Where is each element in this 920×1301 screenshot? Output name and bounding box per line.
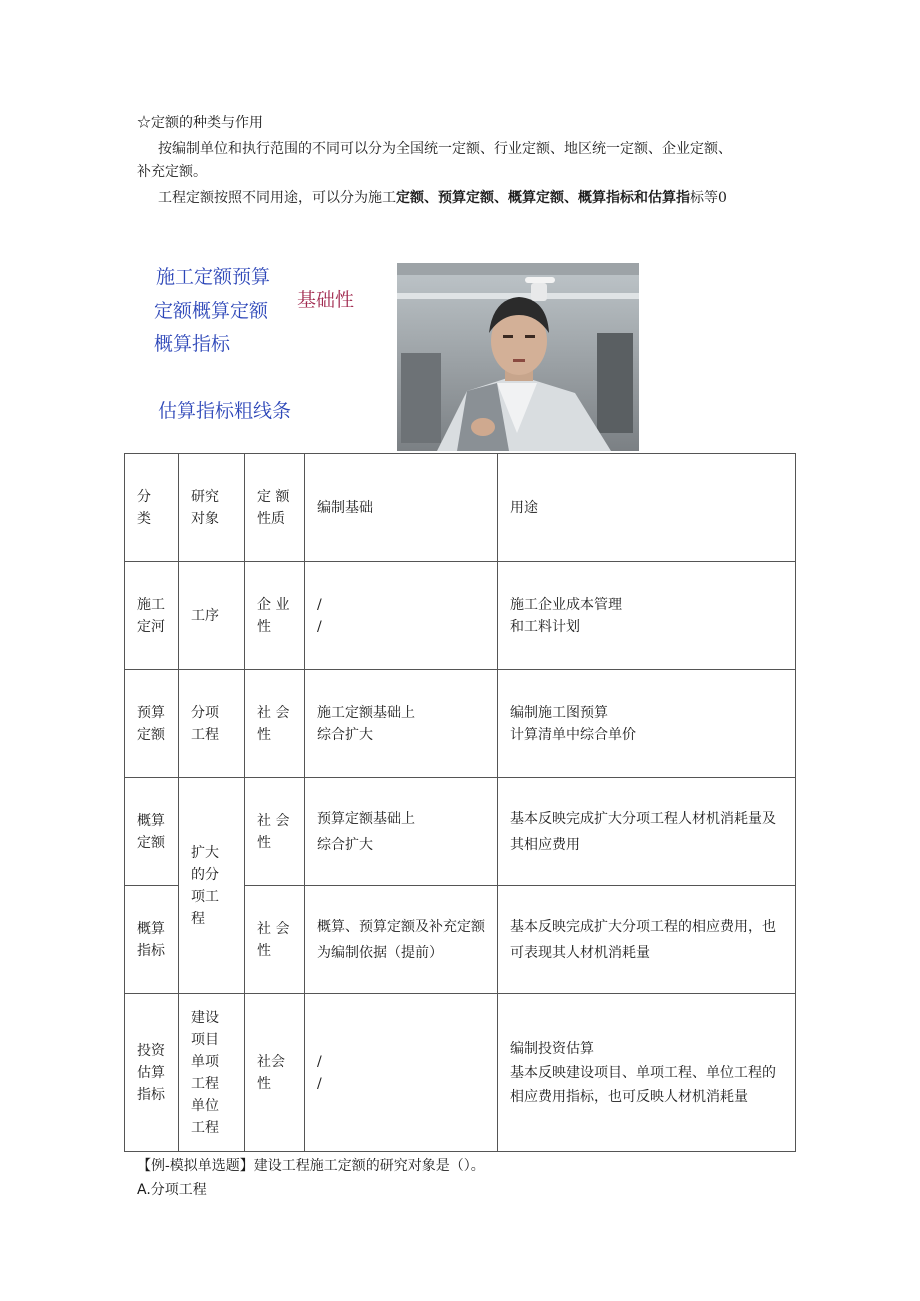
header-object: 研究对象: [179, 454, 245, 562]
cell-nature: 社会性: [245, 994, 305, 1152]
table-row: [125, 778, 796, 886]
question-stem: 【例-模拟单选题】建设工程施工定额的研究对象是（）。: [137, 1158, 485, 1174]
cell-category: 概算指标: [125, 886, 179, 994]
cell-object: 分项工程: [179, 670, 245, 778]
cell-basis: 概算、预算定额及补充定额为编制依据（提前）: [305, 886, 498, 994]
section-heading: ☆定额的种类与作用: [137, 115, 263, 131]
paragraph-1-line-2: 补充定额。: [137, 164, 207, 180]
cell-nature: 社 会 性: [245, 778, 305, 886]
annotation-line-3: 概算指标: [154, 333, 231, 355]
header-category-line-2: 类: [137, 510, 151, 527]
header-basis: 编制基础: [305, 454, 498, 562]
cell-nature: 企 业 性: [245, 562, 305, 670]
header-nature: 定 额 性质: [245, 454, 305, 562]
paragraph-2-prefix: 工程定额按照不同用途，可以分为施工: [158, 190, 396, 206]
header-category-line-1: 分: [137, 488, 151, 505]
cell-nature: 社 会 性: [245, 670, 305, 778]
paragraph-2-suffix: 标等0: [690, 190, 727, 206]
cell-basis: 预算定额基础上 综合扩大: [305, 778, 498, 886]
paragraph-2: [158, 188, 727, 208]
header-category: [125, 454, 179, 562]
cell-basis: / /: [305, 562, 498, 670]
cell-category: 预算定额: [125, 670, 179, 778]
table-row: [125, 994, 796, 1152]
cell-basis: 施工定额基础上 综合扩大: [305, 670, 498, 778]
paragraph-2-bold: 定额、预算定额、概算定额、概算指标和估算指: [396, 190, 690, 206]
cell-nature: 社 会 性: [245, 886, 305, 994]
cell-use: 基本反映完成扩大分项工程的相应费用，也可表现其人材机消耗量: [498, 886, 796, 994]
annotation-tag: 基础性: [297, 289, 355, 311]
quota-table: [124, 453, 796, 1152]
annotation-line-2: 定额概算定额: [154, 300, 269, 322]
video-still-image: [397, 263, 639, 451]
cell-object: 工序: [179, 562, 245, 670]
cell-object-merged: 扩大的分项工程: [179, 778, 245, 994]
table-header-row: [125, 454, 796, 562]
cell-category: 施工定河: [125, 562, 179, 670]
cell-use: 编制投资估算 基本反映建设项目、单项工程、单位工程的相应费用指标，也可反映人材机消耗量: [498, 994, 796, 1152]
cell-category: 投资估算指标: [125, 994, 179, 1152]
table-row: [125, 670, 796, 778]
cell-basis: / /: [305, 994, 498, 1152]
cell-use: 施工企业成本管理 和工料计划: [498, 562, 796, 670]
option-a: A.分项工程: [137, 1182, 207, 1198]
annotation-line-4: 估算指标粗线条: [158, 400, 292, 422]
cell-category: 概算定额: [125, 778, 179, 886]
cell-object: 建设项目单项工程单位工程: [179, 994, 245, 1152]
cell-use: 编制施工图预算 计算清单中综合单价: [498, 670, 796, 778]
cell-use: 基本反映完成扩大分项工程人材机消耗量及其相应费用: [498, 778, 796, 886]
header-use: 用途: [498, 454, 796, 562]
paragraph-1-line-1: 按编制单位和执行范围的不同可以分为全国统一定额、行业定额、地区统一定额、企业定额、: [158, 141, 732, 157]
table-row: [125, 562, 796, 670]
annotation-line-1: 施工定额预算: [156, 266, 271, 288]
